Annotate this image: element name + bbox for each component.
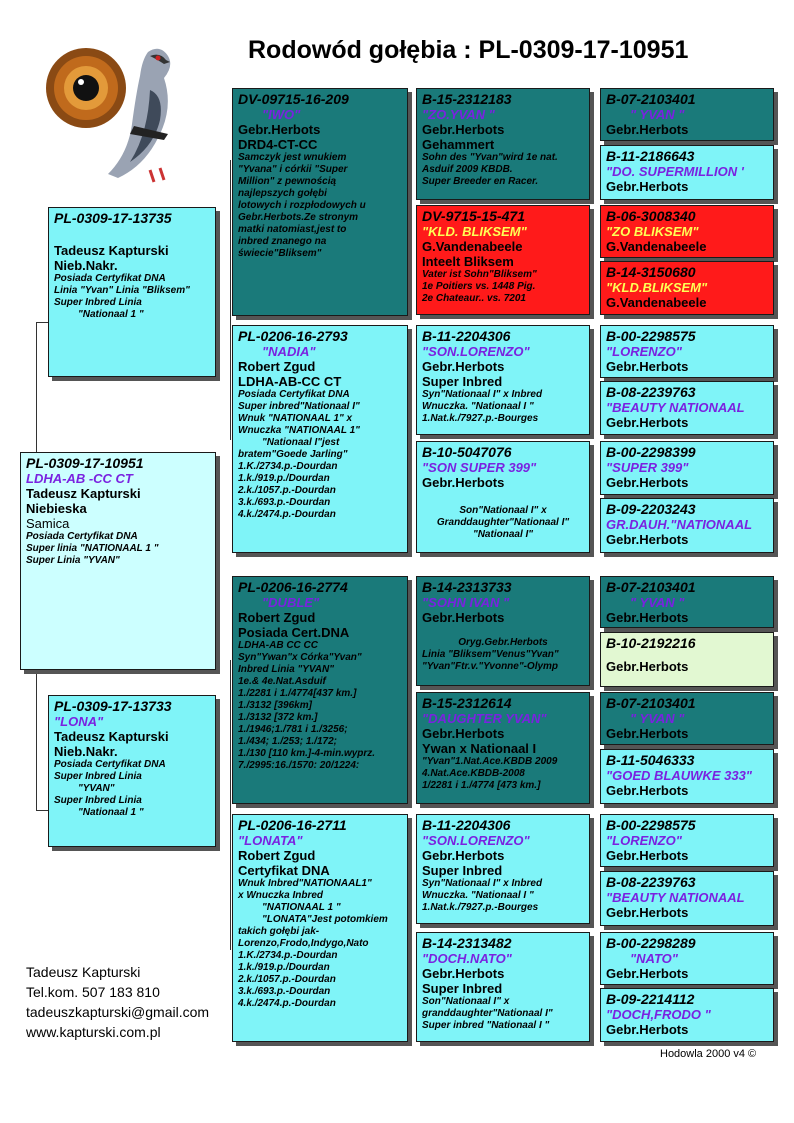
ring-number: B-00-2298289 [606, 935, 696, 951]
ancestor-card [600, 632, 774, 687]
pigeon-name: "ZO.YVAN " [422, 107, 495, 122]
pigeon-name: "KLD. BLIKSEM" [422, 224, 527, 239]
ancestor-card [600, 692, 774, 745]
contact-email[interactable]: tadeuszkapturski@gmail.com [26, 1004, 210, 1020]
note: Wnuk Inbred"NATIONAAL1" [238, 878, 372, 889]
extra: LDHA-AB-CC CT [238, 374, 342, 389]
owner: Gebr.Herbots [422, 122, 505, 137]
ancestor-card [600, 145, 774, 200]
ring-number: B-07-2103401 [606, 695, 696, 711]
grandparent-card [232, 325, 408, 553]
owner: Gebr.Herbots [422, 966, 505, 981]
sex: Samica [26, 516, 70, 531]
owner: Gebr.Herbots [606, 415, 689, 430]
note: 1./130 [110 km.]-4-min.wyprz. [238, 748, 376, 759]
note: 3.k./693.p.-Dourdan [238, 497, 331, 508]
note: Wnuczka "NATIONAAL 1" [238, 425, 360, 436]
note: Linia "Yvan" Linia "Bliksem" [54, 285, 190, 296]
note: inbred znanego na [238, 236, 327, 247]
pigeon-name: "ZO BLIKSEM" [606, 224, 699, 239]
note: Posiada Certyfikat DNA [54, 273, 166, 284]
note: Million" z pewnością [238, 176, 337, 187]
note: Posiada Certyfikat DNA [54, 759, 166, 770]
color: Nieb.Nakr. [54, 744, 118, 759]
grandparent-card [232, 814, 408, 1042]
note: Lorenzo,Frodo,Indygo,Nato [238, 938, 369, 949]
owner: Tadeusz Kapturski [54, 729, 169, 744]
ring-number: PL-0206-16-2774 [238, 579, 348, 595]
owner: Tadeusz Kapturski [26, 486, 141, 501]
note: 1./1946;1./781 i 1./3256; [238, 724, 348, 735]
owner: Gebr.Herbots [606, 1022, 689, 1037]
owner: G.Vandenabeele [606, 239, 707, 254]
connector-line [230, 660, 231, 950]
extra: Super Inbred [422, 863, 503, 878]
ancestor-card [600, 441, 774, 495]
note: "Yvan"1.Nat.Ace.KBDB 2009 [422, 756, 558, 767]
note: 4.Nat.Ace.KBDB-2008 [422, 768, 525, 779]
extra: Super Inbred [422, 981, 503, 996]
note: Syn"Nationaal I" x Inbred [422, 878, 543, 889]
note: "Nationaal 1 " [78, 807, 144, 818]
ancestor-card [600, 325, 774, 378]
ring-number: B-11-5046333 [606, 752, 695, 768]
contact-phone: Tel.kom. 507 183 810 [26, 984, 160, 1000]
note: takich gołębi jak- [238, 926, 320, 937]
pigeon-name: "GOED BLAUWKE 333" [606, 768, 752, 783]
note: 1.K./2734.p.-Dourdan [238, 461, 338, 472]
note: "Nationaal I"jest [262, 437, 340, 448]
owner: Robert Zgud [238, 848, 316, 863]
pigeon-name: "NADIA" [262, 344, 316, 359]
great-grandparent-card [416, 441, 590, 553]
ring-number: B-00-2298575 [606, 817, 696, 833]
ring-number: PL-0309-17-13735 [54, 210, 172, 226]
extra: Certyfikat DNA [238, 863, 330, 878]
note: Super inbred "Nationaal I " [422, 1020, 550, 1031]
pigeon-name: "NATO" [630, 951, 678, 966]
note: Granddaughter"Nationaal I" [436, 517, 570, 528]
note: "Nationaal 1 " [78, 309, 144, 320]
note: Son"Nationaal I" x [459, 505, 547, 516]
owner: G.Vandenabeele [606, 295, 707, 310]
note: Super Inbred Linia [54, 297, 142, 308]
note: Super Breeder en Racer. [422, 176, 539, 187]
pigeon-name: "BEAUTY NATIONAAL [606, 400, 745, 415]
owner: Gebr.Herbots [606, 783, 689, 798]
logo [38, 30, 198, 190]
great-grandparent-card [416, 814, 590, 924]
owner: Gebr.Herbots [606, 122, 689, 137]
note: Posiada Certyfikat DNA [238, 389, 350, 400]
pigeon-name: "SON.LORENZO" [422, 833, 530, 848]
note: matki natomiast,jest to [238, 224, 347, 235]
owner: Gebr.Herbots [238, 122, 321, 137]
ring-number: B-14-2313482 [422, 935, 512, 951]
ring-number: B-07-2103401 [606, 579, 696, 595]
note: "LONATA"Jest potomkiem [262, 914, 388, 925]
ring-number: B-10-5047076 [422, 444, 512, 460]
extra: Super Inbred [422, 374, 503, 389]
ring-number: B-11-2204306 [422, 817, 511, 833]
note: 4.k./2474.p.-Dourdan [238, 998, 336, 1009]
note: 1e Poitiers vs. 1448 Pig. [422, 281, 536, 292]
ring-number: PL-0309-17-13733 [54, 698, 172, 714]
ring-number: PL-0206-16-2711 [238, 817, 347, 833]
connector-line [230, 160, 231, 440]
note: Wnuk "NATIONAAL 1" x [238, 413, 353, 424]
pigeon-name: "SON SUPER 399" [422, 460, 537, 475]
great-grandparent-card [416, 205, 590, 315]
ancestor-card [600, 749, 774, 804]
pigeon-name: "DOCH.NATO" [422, 951, 512, 966]
note: 7./2995:16./1570: 20/1224: [238, 760, 360, 771]
extra: Posiada Cert.DNA [238, 625, 350, 640]
color: Niebieska [26, 501, 87, 516]
owner: Gebr.Herbots [422, 610, 505, 625]
ring-number: B-11-2186643 [606, 148, 695, 164]
note: świecie"Bliksem" [238, 248, 322, 259]
note: bratem"Goede Jarling" [238, 449, 348, 460]
owner: Gebr.Herbots [422, 475, 505, 490]
great-grandparent-card [416, 932, 590, 1042]
note: LDHA-AB CC CC [238, 640, 318, 651]
owner: Gebr.Herbots [606, 610, 689, 625]
owner: Gebr.Herbots [422, 726, 505, 741]
grandparent-card [232, 576, 408, 804]
pigeon-name: "BEAUTY NATIONAAL [606, 890, 745, 905]
owner: Gebr.Herbots [606, 179, 689, 194]
pigeon-name: " YVAN " [630, 595, 685, 610]
ancestor-card [600, 576, 774, 628]
ring-number: B-06-3008340 [606, 208, 696, 224]
owner: Gebr.Herbots [606, 905, 689, 920]
note: Super linia "NATIONAAL 1 " [26, 543, 159, 554]
owner: Gebr.Herbots [606, 848, 689, 863]
ring-number: B-08-2239763 [606, 874, 696, 890]
owner: Gebr.Herbots [606, 966, 689, 981]
ancestor-card [600, 814, 774, 867]
note: Vater ist Sohn"Bliksem" [422, 269, 537, 280]
pigeon-name: "LORENZO" [606, 833, 682, 848]
note: Super Linia "YVAN" [26, 555, 120, 566]
ancestor-card [600, 205, 774, 258]
owner: Robert Zgud [238, 359, 316, 374]
pigeon-name: " YVAN " [630, 107, 685, 122]
main-pigeon-card [20, 452, 216, 670]
note: Samczyk jest wnukiem [238, 152, 347, 163]
ring-number: PL-0309-17-10951 [26, 455, 144, 471]
note: Wnuczka. "Nationaal I " [422, 401, 534, 412]
note: 1./2281 i 1./4774[437 km.] [238, 688, 357, 699]
note: Oryg.Gebr.Herbots [458, 637, 548, 648]
note: Son"Nationaal I" x [422, 996, 510, 1007]
pigeon-name: " YVAN " [630, 711, 685, 726]
pigeon-name: "DAUGHTER YVAN" [422, 711, 547, 726]
contact-website[interactable]: www.kapturski.com.pl [26, 1024, 161, 1040]
note: 1./3132 [372 km.] [238, 712, 318, 723]
note: "Nationaal I" [472, 529, 534, 540]
owner: Robert Zgud [238, 610, 316, 625]
ring-number: B-00-2298399 [606, 444, 696, 460]
ring-number: B-08-2239763 [606, 384, 696, 400]
note: 2.k./1057.p.-Dourdan [238, 485, 336, 496]
note: Super Inbred Linia [54, 795, 142, 806]
note: 1.k./919.p./Dourdan [238, 962, 330, 973]
pigeon-name: "SOHN IVAN " [422, 595, 510, 610]
pigeon-name: "DUBLE" [262, 595, 320, 610]
owner: Gebr.Herbots [606, 475, 689, 490]
note: Inbred Linia "YVAN" [238, 664, 334, 675]
pigeon-name: GR.DAUH."NATIONAAL [606, 517, 753, 532]
ring-number: B-14-3150680 [606, 264, 696, 280]
ring-number: B-00-2298575 [606, 328, 696, 344]
great-grandparent-card [416, 88, 590, 200]
ring-number: PL-0206-16-2793 [238, 328, 348, 344]
great-grandparent-card [416, 692, 590, 804]
extra: Inteelt Bliksem [422, 254, 514, 269]
extra: Ywan x Nationaal I [422, 741, 537, 756]
pigeon-name: "LONA" [54, 714, 104, 729]
note: 1.k./919.p./Dourdan [238, 473, 330, 484]
great-grandparent-card [416, 576, 590, 686]
note: "YVAN" [78, 783, 115, 794]
note: lotowych i rozpłodowych u [238, 200, 366, 211]
owner: Gebr.Herbots [606, 532, 689, 547]
note: 1/2281 i 1./4774 [473 km.] [422, 780, 541, 791]
ancestor-card [600, 261, 774, 315]
note: "Yvan"Ftr.v."Yvonne"-Olymp [422, 661, 559, 672]
ring-number: B-14-2313733 [422, 579, 512, 595]
ring-number: DV-9715-15-471 [422, 208, 525, 224]
ring-number: B-09-2203243 [606, 501, 696, 517]
contact-block [26, 962, 209, 1042]
contact-owner: Tadeusz Kapturski [26, 964, 141, 980]
note: 1e.& 4e.Nat.Asduif [238, 676, 326, 687]
grandparent-card [232, 88, 408, 316]
note: 3.k./693.p.-Dourdan [238, 986, 331, 997]
ancestor-card [600, 932, 774, 985]
ring-number: B-10-2192216 [606, 635, 696, 651]
ancestor-card [600, 988, 774, 1042]
pigeon-name: "DO. SUPERMILLION ' [606, 164, 744, 179]
note: 1./3132 [396km] [238, 700, 312, 711]
note: "NATIONAAL 1 " [262, 902, 341, 913]
note: x Wnuczka Inbred [238, 890, 324, 901]
connector-line [36, 810, 48, 811]
ring-number: B-15-2312614 [422, 695, 512, 711]
pigeon-name: "KLD.BLIKSEM" [606, 280, 708, 295]
note: Posiada Certyfikat DNA [26, 531, 138, 542]
note: 1.Nat.k./7927.p.-Bourges [422, 902, 539, 913]
note: Sohn des "Yvan"wird 1e nat. [422, 152, 558, 163]
extra: DRD4-CT-CC [238, 137, 318, 152]
note: 4.k./2474.p.-Dourdan [238, 509, 336, 520]
software-credit: Hodowla 2000 v4 © [660, 1048, 757, 1060]
note: Syn"Nationaal I" x Inbred [422, 389, 543, 400]
note: Gebr.Herbots.Ze stronym [238, 212, 359, 223]
owner: G.Vandenabeele [422, 239, 523, 254]
note: Linia "Bliksem"Venus"Yvan" [422, 649, 559, 660]
pigeon-name: LDHA-AB -CC CT [26, 471, 133, 486]
note: 1.Nat.k./7927.p.-Bourges [422, 413, 539, 424]
ancestor-card [600, 88, 774, 141]
ancestor-card [600, 871, 774, 926]
pigeon-name: "IWO" [262, 107, 301, 122]
pigeon-name: "DOCH,FRODO " [606, 1007, 711, 1022]
pigeon-name: "SON.LORENZO" [422, 344, 530, 359]
ancestor-card [600, 498, 774, 553]
dam-card [48, 695, 216, 847]
note: Wnuczka. "Nationaal I " [422, 890, 534, 901]
connector-line [36, 322, 48, 323]
note: 2.k./1057.p.-Dourdan [238, 974, 336, 985]
owner: Gebr.Herbots [422, 359, 505, 374]
sire-card [48, 207, 216, 377]
extra: Gehammert [422, 137, 495, 152]
pigeon-eye-logo-icon [38, 30, 198, 190]
note: granddaughter"Nationaal I" [422, 1008, 553, 1019]
pigeon-name: "SUPER 399" [606, 460, 689, 475]
note: Asduif 2009 KBDB. [422, 164, 513, 175]
note: 1.K./2734.p.-Dourdan [238, 950, 338, 961]
note: najlepszych gołębi [238, 188, 327, 199]
owner: Gebr.Herbots [606, 726, 689, 741]
owner: Gebr.Herbots [606, 659, 689, 674]
page-title: Rodowód gołębia : PL-0309-17-10951 [248, 36, 689, 64]
ring-number: B-07-2103401 [606, 91, 696, 107]
note: 1./434; 1./253; 1./172; [238, 736, 337, 747]
note: 2e Chateaur.. vs. 7201 [422, 293, 526, 304]
ring-number: B-15-2312183 [422, 91, 512, 107]
note: Syn"Ywan"x Córka"Yvan" [238, 652, 362, 663]
pigeon-name: "LONATA" [238, 833, 303, 848]
color: Nieb.Nakr. [54, 258, 118, 273]
note: Super inbred"Nationaal I" [238, 401, 360, 412]
ancestor-card [600, 381, 774, 435]
owner: Gebr.Herbots [422, 848, 505, 863]
great-grandparent-card [416, 325, 590, 435]
ring-number: B-11-2204306 [422, 328, 511, 344]
owner: Gebr.Herbots [606, 359, 689, 374]
owner: Tadeusz Kapturski [54, 243, 169, 258]
note: Super Inbred Linia [54, 771, 142, 782]
pigeon-name: "LORENZO" [606, 344, 682, 359]
ring-number: B-09-2214112 [606, 991, 695, 1007]
note: "Yvana" i córkii "Super [238, 164, 348, 175]
ring-number: DV-09715-16-209 [238, 91, 349, 107]
